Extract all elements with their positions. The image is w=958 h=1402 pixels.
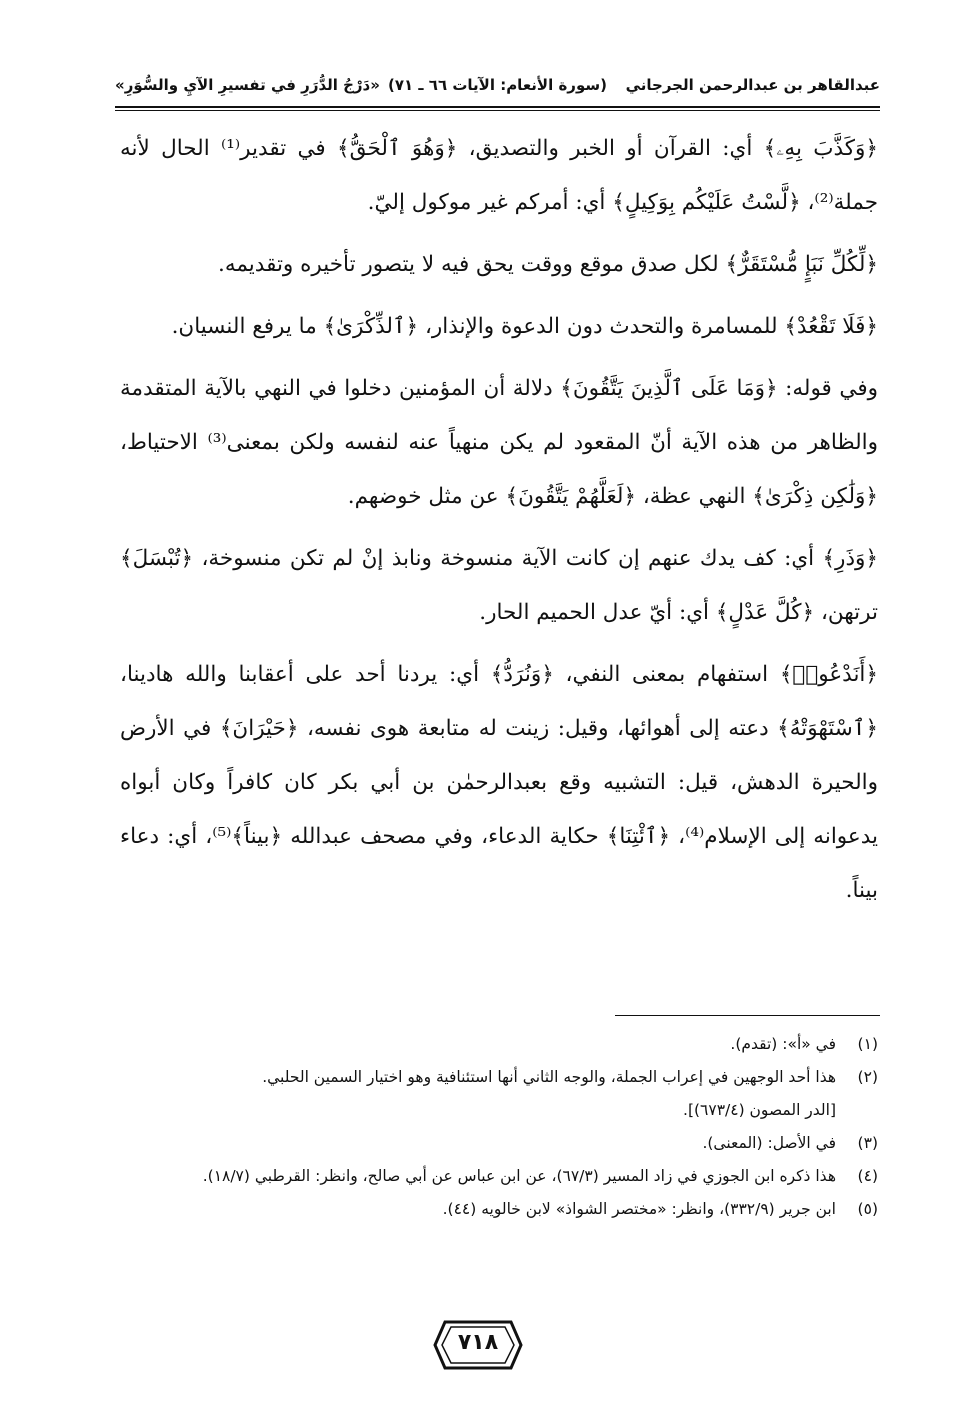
paragraph: ﴿فَلَا تَقْعُدْ﴾ للمسامرة والتحدث دون الدعوة والإنذار، ﴿ٱلذِّكْرَىٰ﴾ ما يرفع النسيان. xyxy=(171,314,878,339)
page-number-ornament xyxy=(433,1318,523,1372)
footnote-number: (٥) xyxy=(857,1200,878,1218)
footnote-text: في «أ»: (تقدم). xyxy=(730,1035,836,1053)
footnote xyxy=(120,1028,878,1061)
footnote xyxy=(120,1127,878,1160)
footnote-text: ابن جرير (٣٣٢/٩)، وانظر: «مختصر الشواذ» لابن خالويه (٤٤). xyxy=(442,1200,836,1218)
header-section: (سورة الأنعام: الآيات ٦٦ ـ ٧١) xyxy=(388,76,607,94)
footnote xyxy=(120,1061,878,1094)
footnote xyxy=(120,1094,878,1127)
footnote-number: (٣) xyxy=(857,1134,878,1152)
footnote-number: (٤) xyxy=(857,1167,878,1185)
footnotes xyxy=(120,1028,878,1226)
footnote xyxy=(120,1160,878,1193)
paragraph: وفي قوله: ﴿وَمَا عَلَى ٱلَّذِينَ يَتَّقُونَ﴾ دلالة أن المؤمنين دخلوا في النهي بالآية المتقدمة والظاهر من هذه الآية أنّ المقعود لم يكن منهياً عنه لنفسه ولكن بمعنى⁽³⁾ الاحتياط، ﴿وَلَٰكِن ذِكْرَىٰ﴾ النهي عظة، ﴿لَعَلَّهُمْ يَتَّقُونَ﴾ عن مثل خوضهم. xyxy=(120,376,878,509)
paragraph: ﴿وَذَرِ﴾ أي: كف يدك عنهم إن كانت الآية منسوخة ونابذ إنْ لم تكن منسوخة، ﴿تُبْسَلَ﴾ ترتهن، ﴿كُلَّ عَدْلٍ﴾ أي: أيّ عدل الحميم الحار. xyxy=(120,546,878,625)
header-rule-thin xyxy=(115,110,880,111)
footnote-text: هذا ذكره ابن الجوزي في زاد المسير (٦٧/٣)، عن ابن عباس عن أبي صالح، وانظر: القرطبي (١٨/٧). xyxy=(202,1167,836,1185)
paragraph: ﴿وَكَذَّبَ بِهِۦ﴾ أي: القرآن أو الخبر والتصديق، ﴿وَهُوَ ٱلْحَقُّ﴾ في تقدير⁽¹⁾ الحال لأنه جملة⁽²⁾، ﴿لَّسْتُ عَلَيْكُم بِوَكِيلٍ﴾ أي: أمركم غير موكول إليّ. xyxy=(120,136,878,215)
page-number: ٧١٨ xyxy=(457,1330,499,1355)
footnote-number: (١) xyxy=(857,1035,878,1053)
footnote-text: في الأصل: (المعنى). xyxy=(702,1134,836,1152)
footnote-number xyxy=(836,1094,878,1127)
main-text xyxy=(120,122,878,926)
header-book-title: «دَرْجُ الدُّرَرِ في تفسيرِ الآيِ والسُّوَرِ» xyxy=(115,76,380,94)
paragraph: ﴿أَنَدْعُوا۟﴾ استفهام بمعنى النفي، ﴿وَنُرَدُّ﴾ أي: يردنا أحد على أعقابنا والله هادينا، ﴿ٱسْتَهْوَتْهُ﴾ دعته إلى أهوائها، وقيل: زينت له متابعة هوى نفسه، ﴿حَيْرَانَ﴾ في الأرض والحيرة الدهش، قيل: التشبيه وقع بعبدالرحمٰن بن أبي بكر كان كافراً وكان أبواه يدعوانه إلى الإسلام⁽⁴⁾، ﴿ٱئْتِنَا﴾ حكاية الدعاء، وفي مصحف عبدالله ﴿بيناً﴾⁽⁵⁾، أي: دعاء بيناً. xyxy=(120,662,878,903)
footnote-separator xyxy=(615,1015,880,1016)
footnote-number: (٢) xyxy=(857,1068,878,1086)
header-rule xyxy=(115,106,880,108)
paragraph: ﴿لِّكُلِّ نَبَإٍ مُّسْتَقَرٌّ﴾ لكل صدق موقع ووقت يحق فيه لا يتصور تأخيره وتقديمه. xyxy=(218,252,878,277)
header-author: عبدالقاهر بن عبدالرحمن الجرجاني xyxy=(625,76,880,94)
footnote-text: هذا أحد الوجهين في إعراب الجملة، والوجه الثاني أنها استئنافية وهو اختيار السمين الحلبي. xyxy=(262,1068,836,1086)
footnote xyxy=(120,1193,878,1226)
running-header xyxy=(115,70,880,106)
footnote-text: [الدر المصون (٦٧٣/٤)]. xyxy=(683,1101,836,1119)
